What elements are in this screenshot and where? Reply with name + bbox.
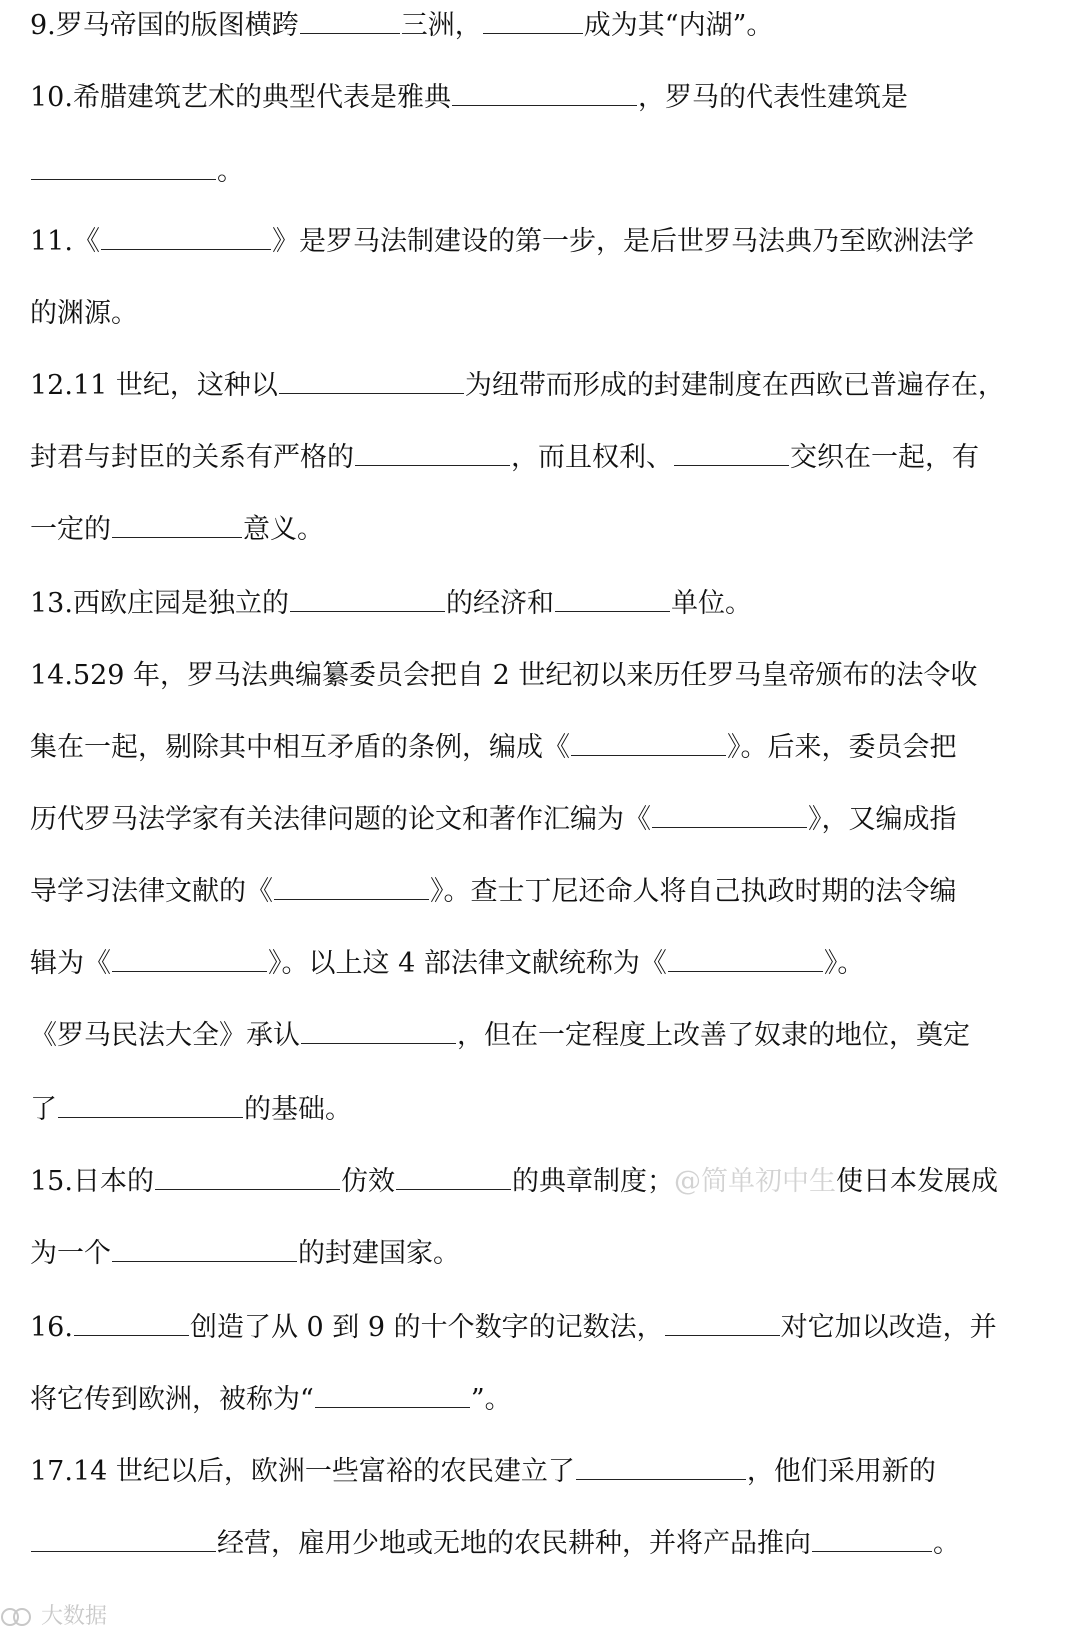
- question-text: ，罗马的代表性建筑是: [637, 82, 908, 113]
- question-text: 对它加以改造，并: [780, 1312, 997, 1343]
- line-15b: [30, 1234, 1060, 1274]
- answer-blank[interactable]: [576, 1453, 746, 1480]
- answer-blank[interactable]: [290, 585, 445, 612]
- question-text: 13.西欧庄园是独立的: [30, 588, 289, 619]
- answer-blank[interactable]: [396, 1163, 511, 1190]
- question-text: 》，又编成指: [808, 804, 957, 835]
- line-12a: [30, 366, 1060, 406]
- answer-blank[interactable]: [101, 223, 271, 250]
- question-text: 交织在一起，有: [790, 442, 979, 473]
- question-text: 的经济和: [445, 588, 554, 619]
- question-text: 集在一起，剔除其中相互矛盾的条例，编成《: [30, 732, 570, 763]
- question-text: 10.希腊建筑艺术的典型代表是雅典: [30, 82, 451, 113]
- answer-blank[interactable]: [31, 153, 216, 180]
- line-13: [30, 584, 1060, 624]
- line-11b: [30, 294, 1060, 334]
- answer-blank[interactable]: [665, 1309, 780, 1336]
- line-10a: [30, 78, 1060, 118]
- question-text: 17.14 世纪以后，欧洲一些富裕的农民建立了: [30, 1456, 575, 1487]
- question-text: 《罗马民法大全》承认: [30, 1020, 300, 1051]
- answer-blank[interactable]: [652, 801, 807, 828]
- answer-blank[interactable]: [555, 585, 670, 612]
- answer-blank[interactable]: [112, 1235, 297, 1262]
- question-text: ，他们采用新的: [746, 1456, 936, 1487]
- line-12b: [30, 438, 1060, 478]
- line-14a: [30, 656, 1060, 696]
- line-15a: [30, 1162, 1060, 1202]
- watermark-text: @简单初中生: [673, 1166, 836, 1197]
- question-text: 14.529 年，罗马法典编纂委员会把自 2 世纪初以来历任罗马皇帝颁布的法令收: [30, 660, 978, 691]
- question-text: 单位。: [670, 588, 752, 619]
- question-text: 经营，雇用少地或无地的农民耕种，并将产品推向: [217, 1528, 811, 1559]
- question-text: 导学习法律文献的《: [30, 876, 273, 907]
- question-text: 》。后来，委员会把: [727, 732, 957, 763]
- answer-blank[interactable]: [315, 1381, 470, 1408]
- line-17b: [30, 1524, 1060, 1564]
- answer-blank[interactable]: [31, 1525, 216, 1552]
- question-text: 为一个: [30, 1238, 111, 1269]
- line-9: [30, 6, 1060, 46]
- question-text: 》。: [823, 948, 865, 979]
- answer-blank[interactable]: [112, 945, 267, 972]
- line-17a: [30, 1452, 1060, 1492]
- question-text: 的渊源。: [30, 298, 138, 329]
- question-text: 一定的: [30, 514, 111, 545]
- question-text: 。: [933, 1528, 960, 1559]
- question-text: 15.日本的: [30, 1166, 154, 1197]
- line-16a: [30, 1308, 1060, 1348]
- question-text: ，但在一定程度上改善了奴隶的地位，奠定: [457, 1020, 970, 1051]
- question-text: 了: [30, 1094, 57, 1125]
- line-14b: [30, 728, 1060, 768]
- question-text: ”。: [470, 1384, 512, 1415]
- answer-blank[interactable]: [812, 1525, 932, 1552]
- line-12c: [30, 510, 1060, 550]
- question-text: 仿效: [340, 1166, 395, 1197]
- question-text: 的典章制度；: [511, 1166, 674, 1197]
- question-text: 》是罗马法制建设的第一步，是后世罗马法典乃至欧洲法学: [271, 226, 974, 257]
- question-text: 12.11 世纪，这种以: [30, 370, 278, 401]
- question-text: 9.罗马帝国的版图横跨: [30, 10, 299, 41]
- answer-blank[interactable]: [571, 729, 726, 756]
- answer-blank[interactable]: [58, 1091, 243, 1118]
- answer-blank[interactable]: [483, 7, 583, 34]
- question-text: 封君与封臣的关系有严格的: [30, 442, 354, 473]
- line-16b: [30, 1380, 1060, 1420]
- line-14c: [30, 800, 1060, 840]
- question-text: 使日本发展成: [835, 1166, 998, 1197]
- answer-blank[interactable]: [112, 511, 242, 538]
- answer-blank[interactable]: [155, 1163, 340, 1190]
- question-text: 》。查士丁尼还命人将自己执政时期的法令编: [430, 876, 957, 907]
- answer-blank[interactable]: [279, 367, 464, 394]
- question-text: 意义。: [243, 514, 324, 545]
- question-text: 成为其“内湖”。: [583, 10, 774, 41]
- question-text: 的封建国家。: [298, 1238, 460, 1269]
- question-text: 》。以上这 4 部法律文献统称为《: [268, 948, 667, 979]
- answer-blank[interactable]: [274, 873, 429, 900]
- line-11a: [30, 222, 1060, 262]
- question-text: 11.《: [30, 226, 100, 257]
- answer-blank[interactable]: [301, 1017, 456, 1044]
- question-text: 历代罗马法学家有关法律问题的论文和著作汇编为《: [30, 804, 651, 835]
- question-text: 为纽带而形成的封建制度在西欧已普遍存在，: [464, 370, 1005, 401]
- question-text: 创造了从 0 到 9 的十个数字的记数法，: [189, 1312, 664, 1343]
- line-10b: [30, 152, 1060, 192]
- logo-icon: [0, 1606, 34, 1628]
- answer-blank[interactable]: [668, 945, 823, 972]
- question-text: ，而且权利、: [511, 442, 673, 473]
- answer-blank[interactable]: [300, 7, 400, 34]
- question-text: 的基础。: [244, 1094, 352, 1125]
- question-text: 。: [217, 156, 244, 187]
- line-14g: [30, 1090, 1060, 1130]
- question-text: 辑为《: [30, 948, 111, 979]
- question-text: 三洲，: [400, 10, 482, 41]
- question-text: 将它传到欧洲，被称为“: [30, 1384, 314, 1415]
- line-14e: [30, 944, 1060, 984]
- line-14d: [30, 872, 1060, 912]
- watermark-logo: 大数据: [0, 1599, 107, 1630]
- answer-blank[interactable]: [452, 79, 637, 106]
- answer-blank[interactable]: [74, 1309, 189, 1336]
- answer-blank[interactable]: [674, 439, 789, 466]
- answer-blank[interactable]: [355, 439, 510, 466]
- question-text: 16.: [30, 1312, 73, 1343]
- line-14f: [30, 1016, 1060, 1056]
